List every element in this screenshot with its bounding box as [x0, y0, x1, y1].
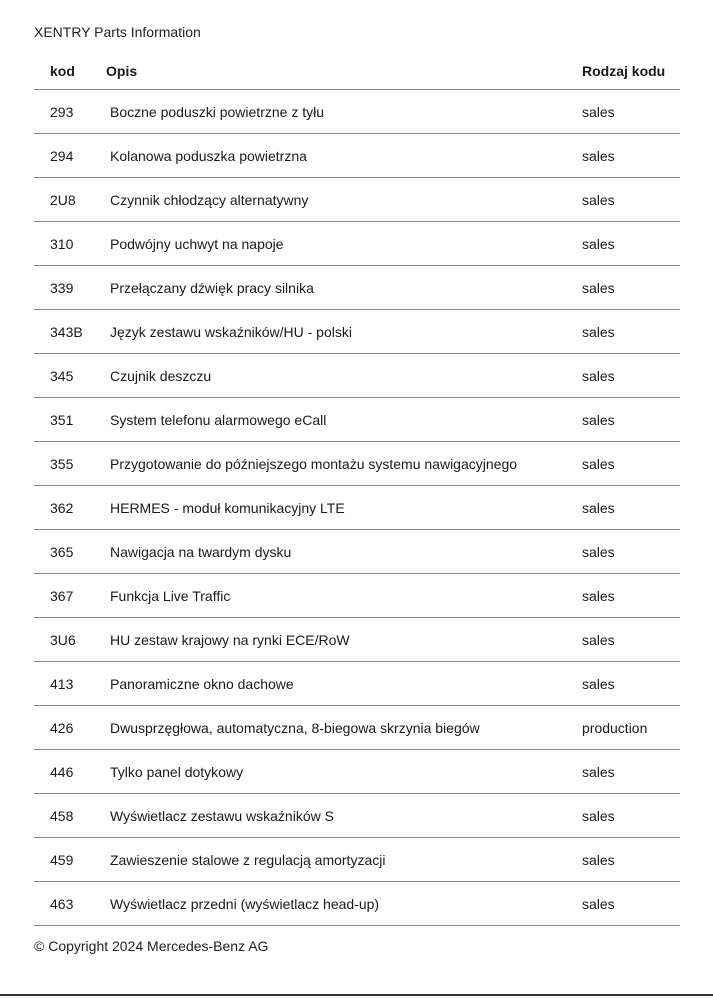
- table-row: [34, 530, 680, 574]
- row-description: Tylko panel dotykowy: [110, 763, 244, 780]
- row-description: Czynnik chłodzący alternatywny: [110, 191, 309, 208]
- row-description: Nawigacja na twardym dysku: [110, 543, 292, 560]
- table-row: [34, 398, 680, 442]
- row-type: sales: [582, 367, 615, 384]
- row-type: sales: [582, 191, 615, 208]
- row-description: Boczne poduszki powietrzne z tyłu: [110, 103, 324, 120]
- row-description: Przełączany dźwięk pracy silnika: [110, 279, 314, 296]
- row-description: Funkcja Live Traffic: [110, 587, 231, 604]
- table-row: [34, 882, 680, 926]
- parts-table: [34, 52, 680, 926]
- row-description: Przygotowanie do późniejszego montażu systemu nawigacyjnego: [110, 455, 518, 472]
- row-type: sales: [582, 279, 615, 296]
- row-description: Panoramiczne okno dachowe: [110, 675, 294, 692]
- row-description: HERMES - moduł komunikacyjny LTE: [110, 499, 345, 516]
- row-code: 458: [50, 807, 74, 824]
- row-description: Dwusprzęgłowa, automatyczna, 8-biegowa skrzynia biegów: [110, 719, 480, 736]
- table-row: [34, 706, 680, 750]
- row-type: sales: [582, 895, 615, 912]
- row-type: sales: [582, 763, 615, 780]
- row-code: 463: [50, 895, 74, 912]
- row-code: 339: [50, 279, 74, 296]
- row-code: 365: [50, 543, 74, 560]
- row-code: 351: [50, 411, 74, 428]
- row-code: 2U8: [50, 191, 76, 208]
- row-type: sales: [582, 543, 615, 560]
- table-row: [34, 662, 680, 706]
- header-code: kod: [50, 62, 75, 79]
- table-row: [34, 442, 680, 486]
- table-body: [34, 90, 680, 926]
- table-row: [34, 486, 680, 530]
- row-description: Czujnik deszczu: [110, 367, 212, 384]
- row-type: sales: [582, 851, 615, 868]
- row-description: Podwójny uchwyt na napoje: [110, 235, 284, 252]
- table-row: [34, 838, 680, 882]
- copyright-footer: © Copyright 2024 Mercedes-Benz AG: [34, 938, 269, 954]
- row-code: 294: [50, 147, 74, 164]
- page-title: XENTRY Parts Information: [34, 24, 201, 40]
- table-row: [34, 794, 680, 838]
- row-code: 362: [50, 499, 74, 516]
- table-row: [34, 310, 680, 354]
- row-description: Kolanowa poduszka powietrzna: [110, 147, 307, 164]
- row-description: System telefonu alarmowego eCall: [110, 411, 327, 428]
- table-header: [34, 52, 680, 90]
- row-type: sales: [582, 455, 615, 472]
- row-type: sales: [582, 411, 615, 428]
- row-type: sales: [582, 499, 615, 516]
- table-row: [34, 266, 680, 310]
- bottom-divider: [0, 994, 713, 996]
- row-type: sales: [582, 675, 615, 692]
- row-code: 355: [50, 455, 74, 472]
- row-type: sales: [582, 807, 615, 824]
- row-type: production: [582, 719, 648, 736]
- row-code: 459: [50, 851, 74, 868]
- row-type: sales: [582, 587, 615, 604]
- header-type: Rodzaj kodu: [582, 62, 666, 79]
- row-code: 310: [50, 235, 74, 252]
- row-type: sales: [582, 323, 615, 340]
- row-code: 446: [50, 763, 74, 780]
- row-description: Język zestawu wskaźników/HU - polski: [110, 323, 352, 340]
- row-type: sales: [582, 147, 615, 164]
- table-row: [34, 750, 680, 794]
- row-code: 345: [50, 367, 74, 384]
- table-row: [34, 618, 680, 662]
- row-description: HU zestaw krajowy na rynki ECE/RoW: [110, 631, 350, 648]
- table-row: [34, 574, 680, 618]
- row-description: Wyświetlacz przedni (wyświetlacz head-up): [110, 895, 380, 912]
- row-code: 3U6: [50, 631, 76, 648]
- row-code: 293: [50, 103, 74, 120]
- row-type: sales: [582, 103, 615, 120]
- table-row: [34, 354, 680, 398]
- table-row: [34, 90, 680, 134]
- row-type: sales: [582, 235, 615, 252]
- table-row: [34, 222, 680, 266]
- row-code: 367: [50, 587, 74, 604]
- row-code: 343B: [50, 323, 83, 340]
- row-description: Zawieszenie stalowe z regulacją amortyzacji: [110, 851, 386, 868]
- row-type: sales: [582, 631, 615, 648]
- table-row: [34, 178, 680, 222]
- row-description: Wyświetlacz zestawu wskaźników S: [110, 807, 334, 824]
- header-description: Opis: [106, 62, 138, 79]
- table-row: [34, 134, 680, 178]
- row-code: 413: [50, 675, 74, 692]
- row-code: 426: [50, 719, 74, 736]
